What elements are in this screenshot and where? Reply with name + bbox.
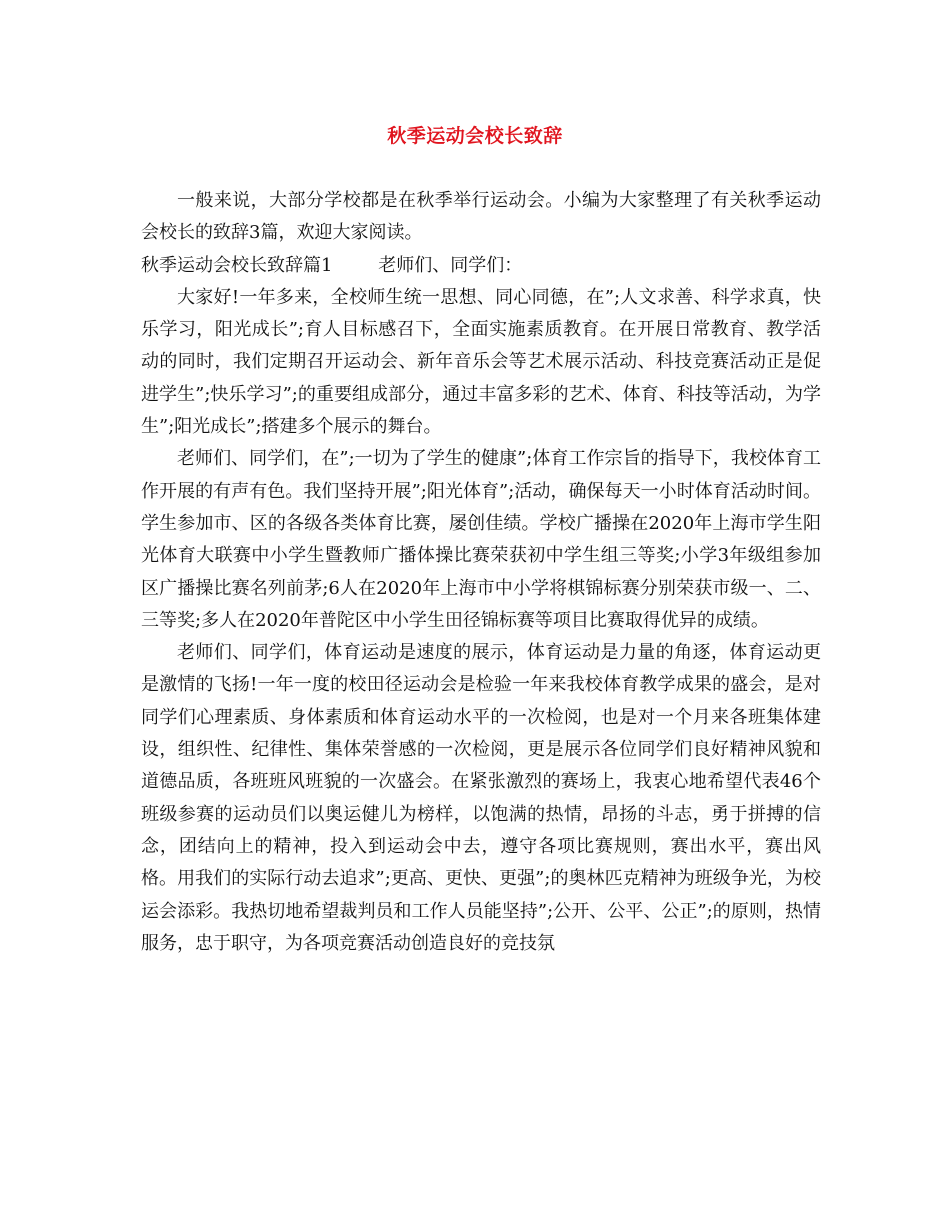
body-paragraph-2: 老师们、同学们，在”;一切为了学生的健康”;体育工作宗旨的指导下，我校体育工作开展的有声有色。我们坚持开展”;阳光体育”;活动，确保每天一小时体育活动时间。学生参加市、区的各级各类体育比赛，屡创佳绩。学校广播操在2020年上海市学生阳光体育大联赛中小学生暨教师广播体操比赛荣获初中学生组三等奖;小学3年级组参加区广播操比赛名列前茅;6人在2020年上海市中小学将棋锦标赛分别荣获市级一、二、三等奖;多人在2020年普陀区中小学生田径锦标赛等项目比赛取得优异的成绩。 — [141, 448, 821, 631]
section-heading: 秋季运动会校长致辞篇1 老师们、同学们： — [141, 254, 523, 276]
body-paragraph-1: 大家好!一年多来，全校师生统一思想、同心同德，在”;人文求善、科学求真，快乐学习，阳光成长”;育人目标感召下，全面实施素质教育。在开展日常教育、教学活动的同时，我们定期召开运动会、新年音乐会等艺术展示活动、科技竞赛活动正是促进学生”;快乐学习”;的重要组成部分，通过丰富多彩的艺术、体育、科技等活动，为学生”;阳光成长”;搭建多个展示的舞台。 — [141, 286, 821, 438]
document-title: 秋季运动会校长致辞 — [387, 125, 563, 147]
body-paragraph-3: 老师们、同学们，体育运动是速度的展示，体育运动是力量的角逐，体育运动更是激情的飞扬!一年一度的校田径运动会是检验一年来我校体育教学成果的盛会，是对同学们心理素质、身体素质和体育运动水平的一次检阅，也是对一个月来各班集体建设，组织性、纪律性、集体荣誉感的一次检阅，更是展示各位同学们良好精神风貌和道德品质，各班班风班貌的一次盛会。在紧张激烈的赛场上，我衷心地希望代表46个班级参赛的运动员们以奥运健儿为榜样，以饱满的热情，昂扬的斗志，勇于拼搏的信念，团结向上的精神，投入到运动会中去，遵守各项比赛规则，赛出水平，赛出风格。用我们的实际行动去追求”;更高、更快、更强”;的奥林匹克精神为班级争光，为校运会添彩。我热切地希望裁判员和工作人员能坚持”;公开、公平、公正”;的原则，热情服务，忠于职守，为各项竞赛活动创造良好的竞技氛 — [141, 642, 821, 954]
intro-paragraph: 一般来说，大部分学校都是在秋季举行运动会。小编为大家整理了有关秋季运动会校长的致辞3篇，欢迎大家阅读。 — [141, 190, 821, 244]
document-body — [141, 185, 821, 960]
